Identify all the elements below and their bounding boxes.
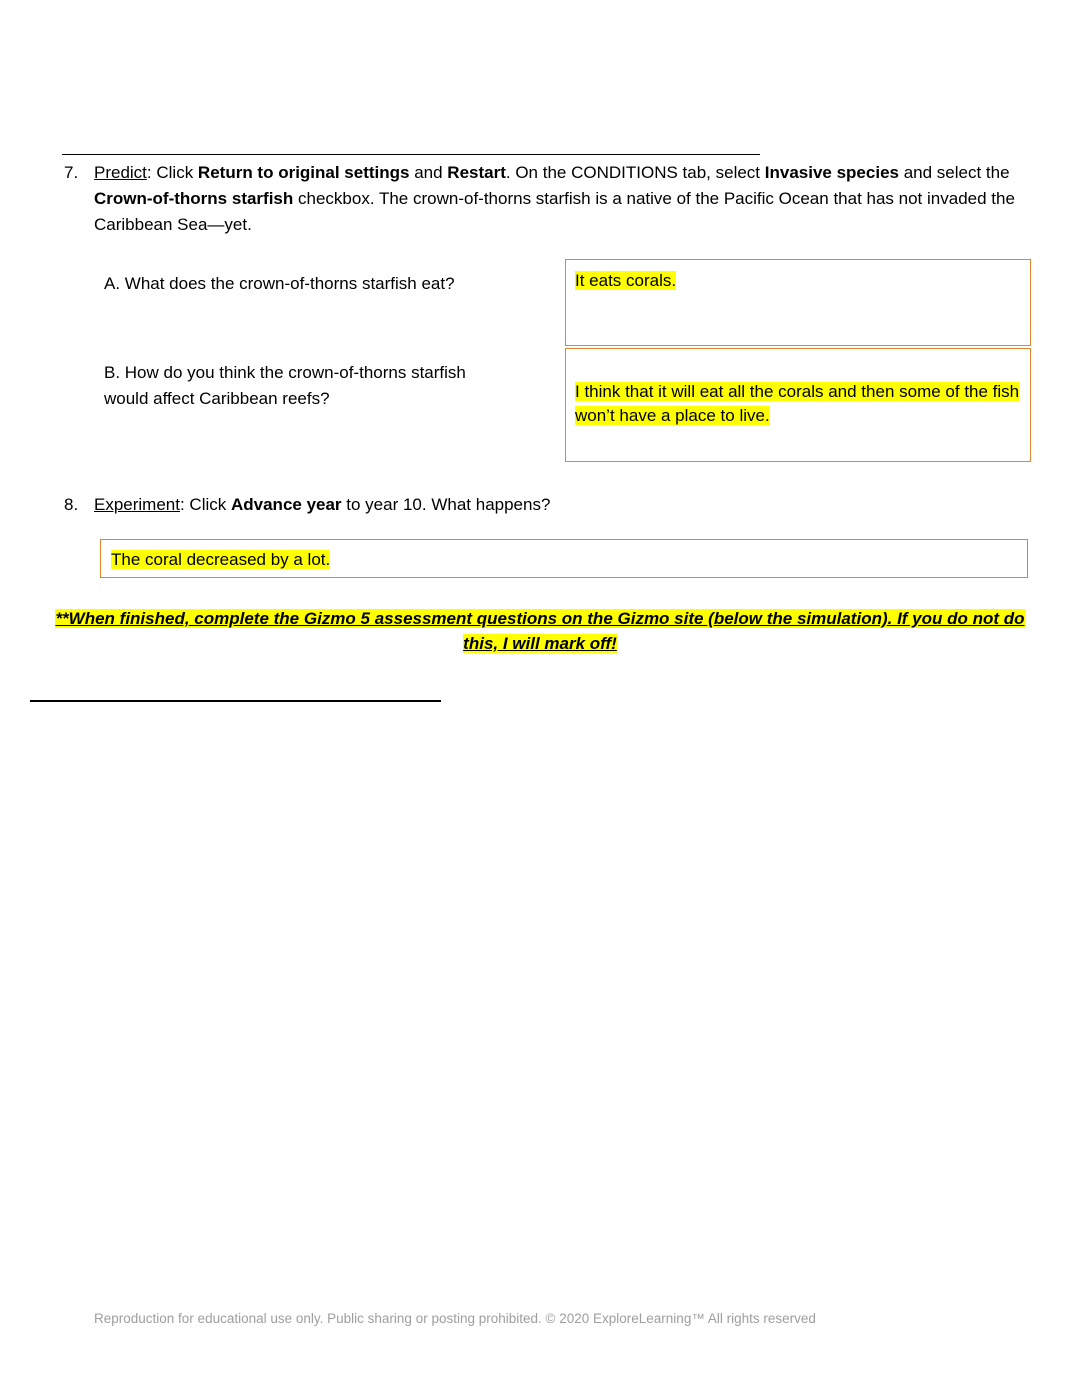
q7-bold-restart: Restart (447, 163, 506, 182)
q7-bold-crown-of-thorns-starfish: Crown-of-thorns starfish (94, 189, 294, 208)
q8-text-2: to year 10. What happens? (341, 495, 551, 514)
answer-8-text[interactable]: The coral decreased by a lot. (111, 550, 331, 569)
question-7-text (94, 160, 1018, 238)
bottom-divider (30, 700, 441, 702)
q8-text-1: : Click (179, 495, 231, 514)
q7-text-4: and select the (898, 163, 1010, 182)
question-8-number: 8. (64, 495, 79, 514)
top-divider (62, 154, 760, 155)
answer-box-a[interactable] (565, 259, 1031, 346)
answer-a-text[interactable]: It eats corals. (575, 271, 677, 290)
q7-text-1: : Click (146, 163, 198, 182)
warning-note (45, 606, 1035, 656)
q7-text-3: . On the CONDITIONS tab, select (505, 163, 765, 182)
q7-predict-label: Predict (94, 163, 147, 182)
question-8-text (94, 492, 1004, 518)
q7-bold-return-to-original-settings: Return to original settings (197, 163, 410, 182)
q7-text-2: and (409, 163, 448, 182)
answer-box-b[interactable] (565, 348, 1031, 462)
q8-experiment-label: Experiment (94, 495, 180, 514)
footer-copyright: Reproduction for educational use only. Public sharing or posting prohibited. © 2020 ExploreLearning™ All rights reserved (94, 1311, 816, 1326)
warning-note-text: **When finished, complete the Gizmo 5 assessment questions on the Gizmo site (below the simulation). If you do not do this, I will mark off! (55, 609, 1025, 653)
q7-text-5: checkbox. The crown-of-thorns starfish is a native of the Pacific Ocean that has not invaded the Caribbean Sea—yet. (94, 189, 1015, 234)
question-b-label: B. How do you think the crown-of-thorns starfish would affect Caribbean reefs? (104, 363, 466, 408)
question-7-number: 7. (64, 163, 79, 182)
q7-bold-invasive-species: Invasive species (764, 163, 899, 182)
question-a-label: A. What does the crown-of-thorns starfish eat? (104, 274, 455, 293)
answer-box-8[interactable] (100, 539, 1028, 578)
answer-b-text[interactable]: I think that it will eat all the corals and then some of the fish won’t have a place to live. (575, 382, 1020, 425)
q8-bold-advance-year: Advance year (230, 495, 342, 514)
